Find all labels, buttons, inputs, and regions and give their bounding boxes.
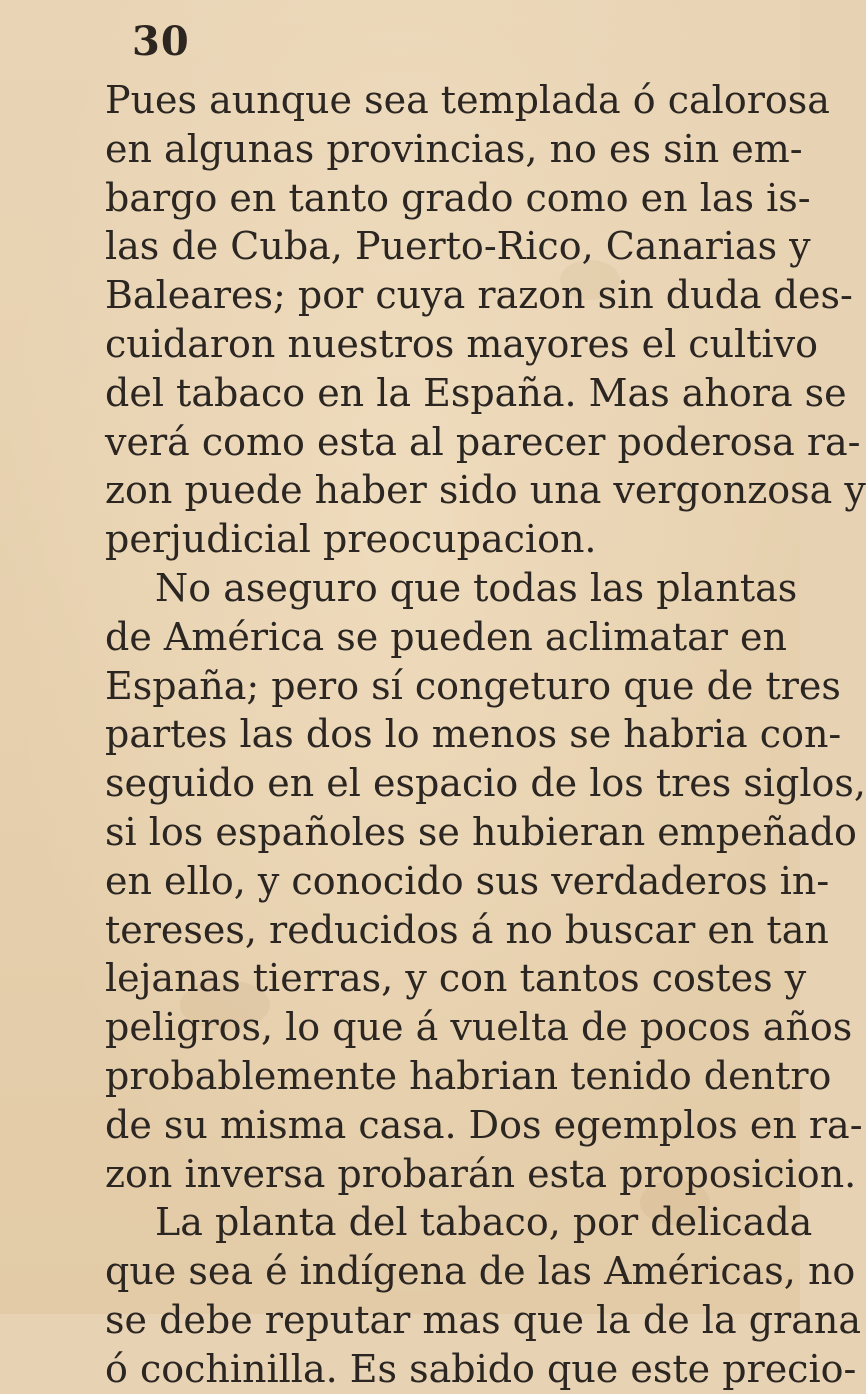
- text-line: del tabaco en la España. Mas ahora se: [105, 370, 847, 415]
- text-line: zon puede haber sido una vergonzosa y: [105, 468, 866, 513]
- text-line: de su misma casa. Dos egemplos en ra-: [105, 1102, 863, 1147]
- text-line: lejanas tierras, y con tantos costes y: [105, 956, 807, 1001]
- text-line: que sea é indígena de las Américas, no: [105, 1249, 856, 1294]
- text-line: ó cochinilla. Es sabido que este precio-: [105, 1346, 857, 1391]
- text-line: se debe reputar mas que la de la grana: [105, 1297, 861, 1342]
- text-line: tereses, reducidos á no buscar en tan: [105, 907, 829, 952]
- text-line: si los españoles se hubieran empeñado: [105, 809, 857, 854]
- text-line: peligros, lo que á vuelta de pocos años: [105, 1005, 853, 1050]
- text-line: probablemente habrian tenido dentro: [105, 1053, 832, 1098]
- text-line: España; pero sí congeturo que de tres: [105, 663, 841, 708]
- text-line: en algunas provincias, no es sin em-: [105, 126, 803, 171]
- text-line: perjudicial preocupacion.: [105, 517, 597, 562]
- text-line: las de Cuba, Puerto-Rico, Canarias y: [105, 224, 811, 269]
- text-line: de América se pueden aclimatar en: [105, 614, 787, 659]
- text-line: cuidaron nuestros mayores el cultivo: [105, 321, 818, 366]
- text-line: en ello, y conocido sus verdaderos in-: [105, 858, 830, 903]
- text-line: seguido en el espacio de los tres siglos,: [105, 761, 866, 806]
- text-line: verá como esta al parecer poderosa ra-: [105, 419, 861, 464]
- paragraph-first-line: No aseguro que todas las plantas: [155, 565, 798, 610]
- page-number: 30: [132, 18, 190, 65]
- text-line: bargo en tanto grado como en las is-: [105, 175, 811, 220]
- paragraph-first-line: La planta del tabaco, por delicada: [155, 1200, 813, 1245]
- text-line: zon inversa probarán esta proposicion.: [105, 1151, 857, 1196]
- text-line: partes las dos lo menos se habria con-: [105, 712, 842, 757]
- body-text: [105, 76, 866, 1394]
- text-line: Baleares; por cuya razon sin duda des-: [105, 273, 853, 318]
- text-line: Pues aunque sea templada ó calorosa: [105, 78, 830, 122]
